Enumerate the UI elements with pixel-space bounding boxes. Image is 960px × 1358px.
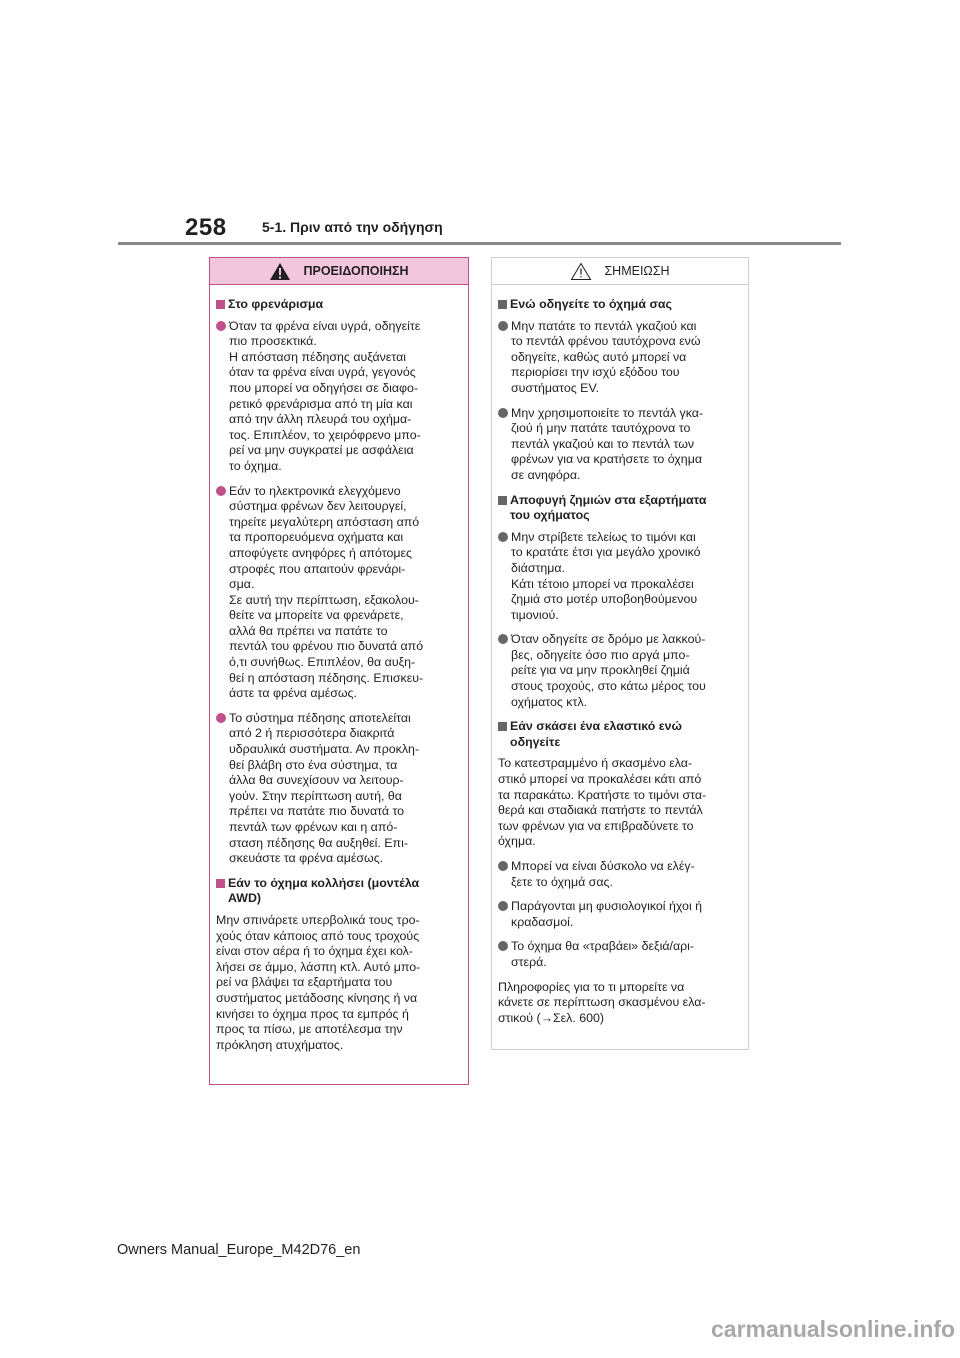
- section-title: 5-1. Πριν από την οδήγηση: [262, 219, 443, 235]
- round-bullet-icon: [498, 321, 508, 331]
- square-bullet-icon: [498, 300, 507, 309]
- note-bullet: Μην στρίβετε τελείως το τιμόνι και το κρατάτε έτσι για μεγάλο χρονικό διάστημα. Κάτι τέτοιο μπορεί να προκαλέσει ζημιά στο μοτέρ υποβοηθούμενου τιμονιού.: [498, 530, 741, 624]
- warning-section-heading: Στο φρενάρισμα: [216, 297, 461, 313]
- round-bullet-icon: [498, 634, 508, 644]
- warning-header: [210, 258, 468, 285]
- square-bullet-icon: [216, 879, 225, 888]
- warning-triangle-icon: [269, 262, 291, 281]
- header-rule: [118, 242, 841, 245]
- note-bullet: Παράγονται μη φυσιολογικοί ήχοι ή κραδασμοί.: [498, 899, 741, 930]
- page-number: 258: [185, 214, 227, 241]
- note-title: ΣΗΜΕΙΩΣΗ: [604, 264, 670, 278]
- square-bullet-icon: [498, 496, 507, 505]
- round-bullet-icon: [498, 901, 508, 911]
- warning-paragraph: Μην σπινάρετε υπερβολικά τους τρο- χούς όταν κάποιος από τους τροχούς είναι στον αέρα ή το όχημα έχει κολ- λήσει σε άμμο, λάσπη κτλ. Αυτό μπο- ρεί να βλάψει τα εξαρτήματα του συστήματος μετάδοσης κίνησης ή να κινήσει το όχημα προς τα εμπρός ή προς τα πίσω, με αποτέλεσμα την πρόκληση ατυχήματος.: [216, 912, 421, 1052]
- note-bullet: Μπορεί να είναι δύσκολο να ελέγ- ξετε το όχημά σας.: [498, 859, 741, 890]
- round-bullet-icon: [216, 321, 226, 331]
- square-bullet-icon: [498, 722, 507, 731]
- note-triangle-icon: [570, 262, 592, 281]
- warning-section-heading: Εάν το όχημα κολλήσει (μοντέλα AWD): [216, 876, 461, 907]
- note-bullet: Μην χρησιμοποιείτε το πεντάλ γκα- ζιού ή μην πατάτε ταυτόχρονα το πεντάλ γκαζιού και το πεντάλ των φρένων για να κρατήσετε το όχημα σε ανηφόρα.: [498, 406, 741, 484]
- round-bullet-icon: [498, 408, 508, 418]
- note-section-heading: Αποφυγή ζημιών στα εξαρτήματα του οχήματος: [498, 493, 741, 524]
- note-section-heading: Ενώ οδηγείτε το όχημά σας: [498, 297, 741, 313]
- round-bullet-icon: [216, 713, 226, 723]
- note-body: [492, 285, 748, 1026]
- warning-title: ΠΡΟΕΙΔΟΠΟΙΗΣΗ: [303, 264, 409, 278]
- note-bullet: Το όχημα θα «τραβάει» δεξιά/αρι- στερά.: [498, 939, 741, 970]
- note-bullet: Μην πατάτε το πεντάλ γκαζιού και το πεντάλ φρένου ταυτόχρονα ενώ οδηγείτε, καθώς αυτό μπορεί να περιορίσει την ισχύ εξόδου του συστήματος EV.: [498, 319, 741, 397]
- round-bullet-icon: [216, 486, 226, 496]
- warning-bullet: Όταν τα φρένα είναι υγρά, οδηγείτε πιο προσεκτικά. Η απόσταση πέδησης αυξάνεται όταν τα φρένα είναι υγρά, γεγονός που μπορεί να οδηγήσει σε διαφο- ρετικό φρενάρισμα από τη μία και από την άλλη πλευρά του οχήμα- τος. Επιπλέον, το χειρόφρενο μπο- ρεί να μην συγκρατεί με ασφάλεια το όχημα.: [216, 319, 461, 475]
- warning-bullet: Εάν το ηλεκτρονικά ελεγχόμενο σύστημα φρένων δεν λειτουργεί, τηρείτε μεγαλύτερη απόσταση από τα προπορευόμενα οχήματα και αποφύγετε ανηφόρες ή απότομες στροφές που απαιτούν φρενάρι- σμα. Σε αυτή την περίπτωση, εξακολου- θείτε να μπορείτε να φρενάρετε, αλλά θα πρέπει να πατάτε το πεντάλ του φρένου πιο δυνατά από ό,τι συνήθως. Επιπλέον, θα αυξη- θεί η απόσταση πέδησης. Επισκευ- άστε τα φρένα αμέσως.: [216, 484, 461, 702]
- round-bullet-icon: [498, 861, 508, 871]
- warning-body: [210, 285, 468, 1053]
- round-bullet-icon: [498, 941, 508, 951]
- note-box: [491, 257, 749, 1050]
- note-bullet: Όταν οδηγείτε σε δρόμο με λακκού- βες, οδηγείτε όσο πιο αργά μπο- ρείτε για να μην προκληθεί ζημιά στους τροχούς, στο κάτω μέρος του οχήματος κτλ.: [498, 632, 741, 710]
- warning-box: [209, 257, 469, 1085]
- note-header: [492, 258, 748, 285]
- warning-bullet: Το σύστημα πέδησης αποτελείται από 2 ή περισσότερα διακριτά υδραυλικά συστήματα. Αν προκλη- θεί βλάβη στο ένα σύστημα, τα άλλα θα συνεχίσουν να λειτουρ- γούν. Στην περίπτωση αυτή, θα πρέπει να πατάτε πιο δυνατά το πεντάλ των φρένων και η από- σταση πέδησης θα αυξηθεί. Επι- σκευάστε τα φρένα αμέσως.: [216, 711, 461, 867]
- round-bullet-icon: [498, 532, 508, 542]
- footer-text: Owners Manual_Europe_M42D76_en: [117, 1242, 361, 1258]
- note-paragraph: Το κατεστραμμένο ή σκασμένο ελα- στικό μπορεί να προκαλέσει κάτι από τα παρακάτω. Κρατήστε το τιμόνι στα- θερά και σταδιακά πατήστε το πεντάλ των φρένων για να επιβραδύνετε το όχημα.: [498, 756, 707, 849]
- note-section-heading: Εάν σκάσει ένα ελαστικό ενώ οδηγείτε: [498, 719, 741, 750]
- square-bullet-icon: [216, 300, 225, 309]
- page-reference[interactable]: Πληροφορίες για το τι μπορείτε να κάνετε σε περίπτωση σκασμένου ελα- στικού (→Σελ. 600): [498, 979, 706, 1025]
- watermark: carmanualsonline.info: [711, 1316, 956, 1342]
